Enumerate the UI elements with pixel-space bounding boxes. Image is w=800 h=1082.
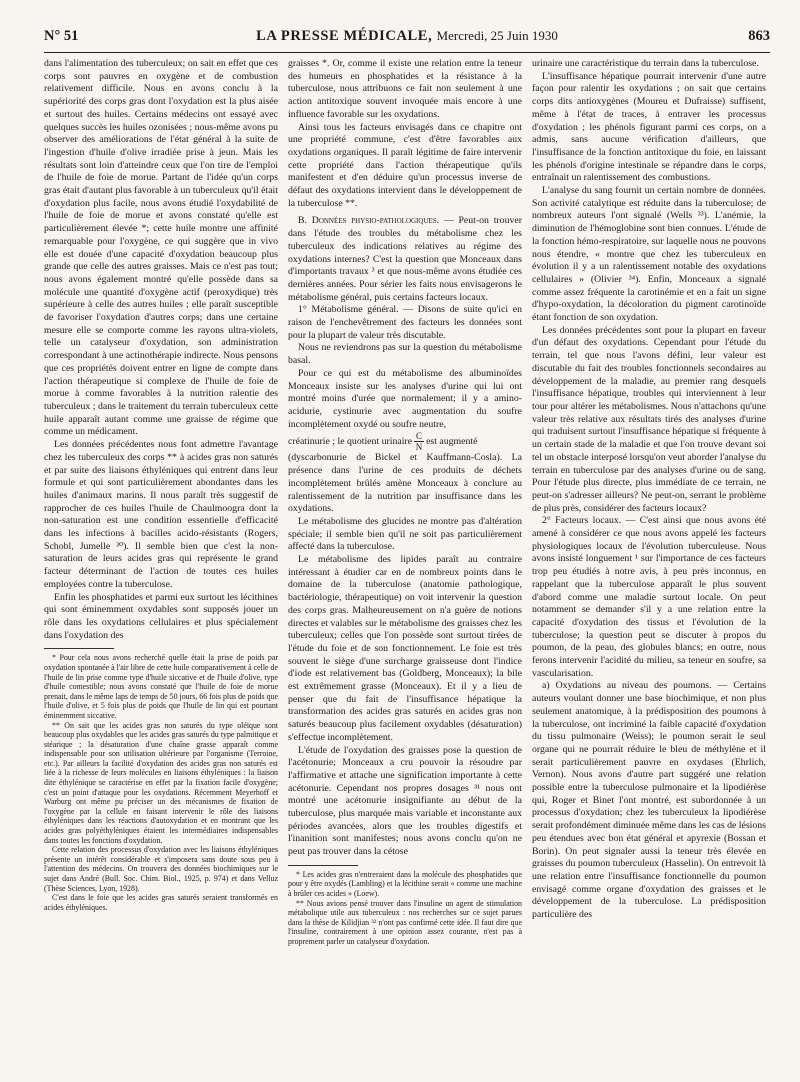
footnotes bbox=[44, 653, 278, 912]
issue-number: N° 51 bbox=[44, 28, 79, 44]
paragraph: Le métabolisme des lipides paraît au contraire intéressant à étudier car en de nombreux points dans le domaine de la tuberculose (anatomie pathologique, bactériologie, thérapeutique) on voit intervenir la question des corps gras. Malheureusement on n'a guère de notions directes et valables sur le métabolisme des graisses chez les tuberculeux; celles que l'on possède sont surtout tirées de l'étude du foie et de son fonctionnement. Le foie est très souvent le siège d'une surcharge graisseuse dont l'indice d'iode est relativement bas (Goldberg, Monceaux); la bile est extrêmement grasse (Monceaux). Et il y a lieu de penser que du fait de l'insuffisance hépatique la transformation des acides gras saturés en acides gras non saturés beaucoup plus facilement oxydables (désaturation) s'effectue incomplètement. bbox=[288, 554, 522, 743]
paragraph: Enfin les phosphatides et parmi eux surtout les lécithines qui sont éminemment oxydables sont supposés jouer un rôle dans les oxydations cellulaires et plus spécialement dans l'oxydation des bbox=[44, 591, 278, 641]
paragraph: dans l'alimentation des tuberculeux; on sait en effet que ces corps sont pauvres en oxygène et de combustion relativement difficile. Nous en avons conclu à la supériorité des corps gras dont l'oxydation est la plus aisée et surtout des huiles. Certains médecins ont essayé avec quelques succès les huiles ozonisées ; nous-même avons pu observer des améliorations de l'état général à la suite de l'ingestion d'huile d'olive irradiée prise à jeun. Mais les résultats sont loin d'atteindre ceux que l'on tire de l'emploi de l'huile de foie de morue. Partant de l'idée qu'un corps gras était d'autant plus favorable à un tuberculeux qu'il était d'oxydation plus facile, nous avons étudié l'oxydabilité de l'huile de foie de morue et avons constaté qu'elle est particulièrement élevée *; cette huile montre une affinité remarquable pour l'oxygène, ce qui suggère que in vivo elle est douée d'une capacité d'oxydation beaucoup plus grande que celle des autres graisses. Mais ce n'est pas tout; nous avons également montré qu'elle possède dans sa molécule une quantité d'oxygène actif (peroxydique) très supérieure à celle des autres huiles ; elle paraît susceptible de favoriser l'oxydation d'autres corps; dans une certaine mesure elle se comporte comme les rayons ultra-violets, telle un catalyseur d'oxydation, son administration correspondant à une actinothérapie indirecte. Nous pensons que ces propriétés doivent entrer en ligne de compte dans l'action thérapeutique si complexe de l'huile de foie de morue à comme favorables à la nutrition ralentie des tuberculeux ; dans le traitement du terrain tuberculeux cette huile apparaît autant comme une graisse de régime que comme un médicament. bbox=[44, 58, 278, 438]
running-header bbox=[44, 26, 770, 48]
footnote: ** On sait que les acides gras non saturés du type oléique sont beaucoup plus oxydables que les acides gras saturés du type palmitique et stéarique ; la désaturation d'une chaîne grasse apparaît comme indispensable pour son utilisation ultérieure par l'organisme (Terroine, etc.). Par ailleurs la facilité d'oxydation des acides gras non saturés est liée à la richesse de leurs molécules en liaisons éthyléniques : la liaison dite éthylénique se caractérise en effet par la fixation facile d'oxygène; c'est un point d'attaque pour les oxydations. Récemment Meyerhoff et Warburg ont même pu préciser un des mécanismes de fixation de l'oxygène par la cellule en faisant intervenir le rôle des liaisons éthyléniques dans les réactions d'autoxydation et en montrant que les acides gras polyéthyléniques étaient les intermédiaires indispensables dans toutes les fonctions d'oxydation. bbox=[44, 720, 278, 845]
paragraph: graisses *. Or, comme il existe une relation entre la teneur des humeurs en phosphatides et la résistance à la tuberculose, nous attribuons ce fait non seulement à une action antitoxique souvent invoquée mais encore à une influence favorable sur les oxydations. bbox=[288, 58, 522, 120]
paragraph: a) Oxydations au niveau des poumons. — Certains auteurs voulant donner une base biochimique, et non plus seulement anatomique, à la prédisposition des poumons à la tuberculose, ont incriminé la faible capacité d'oxydation du tissu pulmonaire (Weiss); le poumon serait le seul organe qui ne pourrait réduire le bleu de méthylène et il serait particulièrement pauvre en oxydases (Ehrlich, Vernon). Nous avons d'autre part suggéré une relation possible entre la tuberculose pulmonaire et la lipodiérèse qui, Roger et Binet l'ont montré, est subordonnée à un processus d'oxydation; chez les tuberculeux la lipodiérèse serait profondément diminuée même dans les cas de lésions peu étendues avec bon état général et apyrexie (Bossan et Borin). On peut signaler aussi la teneur très élevée en graisses du poumon tuberculeux (Hasselin). On entrevoit là une relation entre l'insuffisance fonctionnelle du poumon envisagé comme organe d'oxydation des graisses et le développement de la tuberculose. La prédisposition particulière des bbox=[532, 680, 766, 921]
article-body bbox=[44, 58, 770, 1070]
paragraph: (dyscarbonurie de Bickel et Kauffmann-Cosla). La présence dans l'urine de ces produits de déchets incomplètement brûlés amène Monceaux à conclure au ralentissement de la nutrition par insuffisance dans les oxydations. bbox=[288, 452, 522, 515]
column-2 bbox=[288, 58, 522, 1070]
paragraph: L'analyse du sang fournit un certain nombre de données. Son activité catalytique est réduite dans la tuberculose; de nombreux auteurs l'ont signalé (Wells ³³). L'anémie, la diminution de l'hémoglobine sont bien connues. L'étude de la fonction hémo-respiratoire, sur laquelle nous ne pouvons nous étendre, « montre que chez les tuberculeux en évolution il y a un ralentissement notable des oxydations cellulaires » (Olivier ³⁴). Enfin, Monceaux a signalé comme assez fréquente la carotinémie et en a fait un signe d'hypo-oxydation, la décoloration du pigment carotinoïde étant fonction de son oxydation. bbox=[532, 185, 766, 324]
section-paragraph bbox=[288, 215, 522, 304]
footnote-separator bbox=[288, 865, 358, 866]
header-rule bbox=[44, 52, 770, 53]
footnotes bbox=[288, 870, 522, 947]
paragraph: Les données précédentes nous font admettre l'avantage chez les tuberculeux des corps ** à acides gras non saturés et par suite des liaisons éthyléniques qui entrent dans leur formule et qui sont particulièrement abondantes dans les huiles d'animaux marins. Il nous paraît très suggestif de rapprocher de ces huiles l'huile de Chaulmoogra dont la non-saturation est une condition essentielle d'efficacité dans les infections à bacilles acido-résistants (Rogers, Schobl, Jumelle ³⁰). Il semble bien que c'est la non-saturation de leurs acides gras qui représente le grand facteur déterminant de l'action de toutes ces huiles employées contre la tuberculose. bbox=[44, 439, 278, 590]
footnote-separator bbox=[44, 648, 114, 649]
formula-line: créatinurie ; le quotient urinaire $\frac{C}{N}$ est augmenté bbox=[288, 431, 478, 453]
footnote: * Les acides gras n'entreraient dans la molécule des phosphatides que pour y être oxydés (Lambling) et la lécithine serait « comme une machine à brûler ces acides » (Loew). bbox=[288, 869, 522, 899]
paragraph-text: — Peut-on trouver dans l'étude des troubles du métabolisme chez les tuberculeux des indications relatives au régime des oxydations internes? C'est la question que Monceaux dans d'importants travaux ³ et que nous-même avons étudiée ces dernières années. Pour sérier les faits nous envisagerons le métabolisme général, puis certains facteurs locaux. bbox=[288, 215, 522, 303]
paragraph: Nous ne reviendrons pas sur la question du métabolisme basal. bbox=[288, 342, 522, 367]
column-1 bbox=[44, 58, 278, 1070]
paragraph: L'étude de l'oxydation des graisses pose la question de l'acétonurie; Monceaux a cru pouvoir la résoudre par l'affirmative et attache une signification importante à cette acétonurie. Cependant nos propres dosages ³¹ nous ont montré une acétonurie insignifiante au début de la tuberculose, plus marquée mais variable et inconstante aux périodes avancées, alors que les troubles digestifs et l'inanition sont manifestes; nous avons conclu qu'on ne peut pas trouver dans la cétose bbox=[288, 744, 522, 858]
footnote: * Pour cela nous avons recherché quelle était la prise de poids par oxydation spontanée à l'air libre de cette huile comparativement à celle de l'huile de lin prise comme type d'huile siccative et de l'huile d'olive, type d'huile comestible; nous avons constaté que l'huile de foie de morue prenait, dans le même laps de temps de 50 jours, 66 fois plus de poids que l'huile d'olive, et 5 fois plus de poids que l'huile de lin qui est pourtant éminemment siccative. bbox=[44, 653, 278, 720]
paragraph: 2° Facteurs locaux. — C'est ainsi que nous avons été amené à considérer ce que nous avons appelé les facteurs physiologiques locaux de l'évolution tuberculeuse. Nous avons insisté longuement ¹ sur l'importance de ces facteurs trop peu étudiés à notre avis, à peu près inconnus, en rappelant que la tuberculose apparaît le plus souvent d'abord comme une maladie surtout locale. On peut notamment se demander s'il y a une relation entre la capacité d'oxydation des tissus et l'évolution de la tuberculose; la question peut se discuter à propos du poumon, de la peau, des globules blancs; en outre, nous ferons intervenir l'acidité du milieu, sa teneur en soufre, sa vascularisation. bbox=[532, 515, 766, 679]
paragraph: Ainsi tous les facteurs envisagés dans ce chapitre ont une propriété commune, c'est d'être favorables aux oxydations organiques. Il paraît légitime de faire intervenir cette propriété dans l'action thérapeutique qu'ils manifestent et d'en déduire qu'un processus inverse de défaut des oxydations intervient dans le développement de la tuberculose **. bbox=[288, 121, 522, 209]
paragraph: L'insuffisance hépatique pourrait intervenir d'une autre façon pour ralentir les oxydations ; on sait que certains corps dits antioxygènes (Moureu et Dufraisse) suffisent, même à l'état de traces, à entraver les processus d'oxydation ; les phénols figurant parmi ces corps, on a admis, sans aucune vérification d'ailleurs, que l'insuffisance de la fonction antitoxique du foie, en laissant les phénols d'origine intestinale se répandre dans le corps, entraînait un ralentissement des combustions. bbox=[532, 70, 766, 184]
paragraph: Pour ce qui est du métabolisme des albuminoïdes Monceaux insiste sur les analyses d'urine qui lui ont montré moins d'urée que normalement; il y a amino-acidurie, cystinurie avec augmentation du soufre incomplètement oxydé ou soufre neutre, bbox=[288, 367, 522, 430]
paragraph: Le métabolisme des glucides ne montre pas d'altération spéciale; il semble bien qu'il ne soit pas particulièrement affecté dans la tuberculose. bbox=[288, 515, 522, 553]
paragraph: Les données précédentes sont pour la plupart en faveur d'un défaut des oxydations. Cependant pour l'étude du terrain, tel que nous l'avons défini, leur valeur est discutable du fait des troubles fonctionnels secondaires au développement de la maladie, au premier rang desquels l'insuffisance hépatique, troubles qui interviennent à leur tour pour altérer les métabolismes. Nous n'attachons qu'une valeur très relative aux résultats tirés des analyses d'urine qui traduisent surtout l'insuffisance hépatique si fréquente à un certain stade de la maladie et que l'on trouve devant soi tel un obstacle interposé lorsqu'on veut aborder l'analyse du terrain en tuberculose par des analyses d'urine ou de sang. Pour l'étude plus directe, plus immédiate de ce terrain, ne peut-on s'adresser ailleurs? Ne peut-on, serrant le problème de plus près, considérer des facteurs locaux? bbox=[532, 324, 766, 514]
footnote: ** Nous avions pensé trouver dans l'insuline un agent de stimulation métabolique utile aux tuberculeux : nos recherches sur ce sujet parues dans la thèse de Kilidjian ³² n'ont pas confirmé cette idée. Il faut dire que l'insuline, contrairement à une opinion assez courante, n'est pas à proprement parler un catalyseur d'oxydation. bbox=[288, 898, 522, 947]
column-3 bbox=[532, 58, 766, 1070]
footnote: C'est dans le foie que les acides gras saturés seraient transformés en acides éthyléniques. bbox=[44, 893, 278, 912]
journal-title bbox=[44, 28, 770, 45]
issue-date: Mercredi, 25 Juin 1930 bbox=[436, 28, 558, 43]
journal-name: LA PRESSE MÉDICALE, bbox=[256, 28, 433, 44]
section-heading: B. Données physio-pathologiques. bbox=[298, 215, 440, 227]
paragraph: 1° Métabolisme général. — Disons de suite qu'ici en raison de l'enchevêtrement des facteurs les données sont pour la plupart de valeur très discutable. bbox=[288, 304, 522, 341]
page-number: 863 bbox=[748, 28, 770, 44]
paragraph: urinaire une caractéristique du terrain dans la tuberculose. bbox=[532, 58, 759, 69]
footnote: Cette relation des processus d'oxydation avec les liaisons éthyléniques présente un intérêt considérable et s'imposera sans doute sous peu à l'attention des médecins. On trouvera des données biochimiques sur le sujet dans André (Bull. Soc. Chim. Biol., 1925, p. 974) et dans Velluz (Thèse Sciences, Lyon, 1928). bbox=[44, 845, 278, 893]
quotient-fraction: $\frac{C}{N}$ bbox=[415, 431, 423, 453]
